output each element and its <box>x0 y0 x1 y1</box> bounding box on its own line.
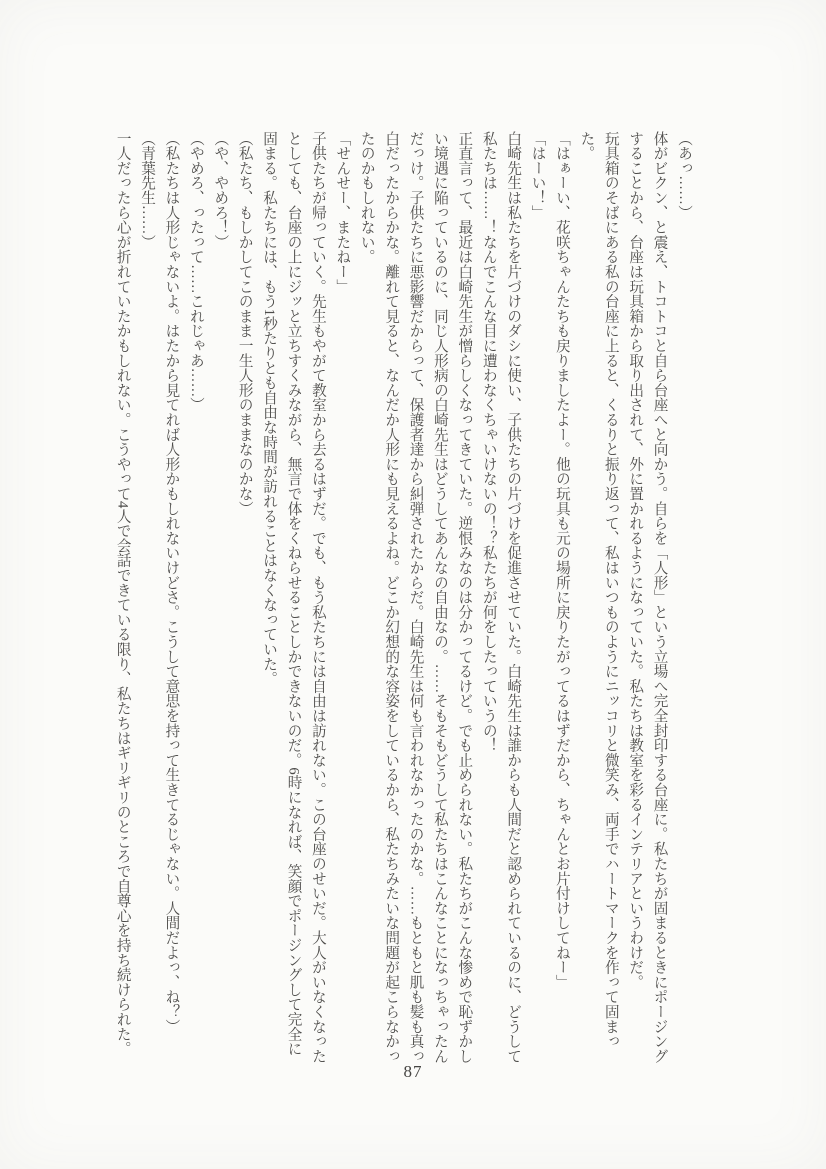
text-line: （やめろ、ったって……これじゃあ……） <box>187 131 204 413</box>
text-line: 体がビクン、と震え、トコトコと自ら台座へと向かう。自らを「人形」という立場へ完全封印する台座に。私たちが固まるときにポージング <box>651 131 668 1064</box>
text-line: い境遇に陥っているのに、同じ人形病の白崎先生はどうしてあんなの自由なの。……そもそもどうして私たちはこんなことになっちゃったん <box>431 131 448 1064</box>
text-line: （青葉先生……） <box>139 131 156 250</box>
text-line: 玩具箱のそばにある私の台座に上ると、くるりと振り返って、私はいつものようにニッコリと微笑み、両手でハートマークを作って固まった。 <box>578 131 619 1049</box>
text-line: 固まる。私たちには、もう1秒たりとも自由な時間が訪れることはなくなっていた。 <box>261 131 278 687</box>
text-line: 「はぁーい、花咲ちゃんたちも戻りましたよー。他の玩具も元の場所に戻りたがってるはずだから、ちゃんとお片付けしてねー」 <box>553 131 570 990</box>
text-line: 白だったからかな。離れて見ると、なんだか人形にも見えるよね。どこか幻想的な容姿をしているから、私たちみたいな問題が起こらなかっ <box>383 131 400 1064</box>
vertical-text-block <box>110 131 696 1073</box>
text-line: （私たち、もしかしてこのまま一生人形のままなのかな） <box>236 131 253 516</box>
text-line: だっけ。子供たちに悪影響だからって、保護者達から糾弾されたからだ。白崎先生は何も言われなかったのかな。……もともと肌も髪も真っ <box>407 131 424 1064</box>
text-line: 一人だったら心が折れていたかもしれない。こうやって4人で会話できている限り、私たちはギリギリのところで自尊心を持ち続けられた。 <box>114 131 131 1057</box>
text-line: たのかもしれない。 <box>358 131 375 265</box>
text-line: 白崎先生は私たちを片づけのダシに使い、子供たちの片づけを促進させていた。白崎先生は誰からも人間だと認められているのに、どうして <box>505 131 522 1064</box>
text-line: （や、やめろ！） <box>212 131 229 250</box>
text-line: 私たちは……！なんでこんな目に遭わなくちゃいけないの！？私たちが何をしたっていうの！ <box>480 131 497 753</box>
text-line: 正直言って、最近は白崎先生が憎らしくなってきていた。逆恨みなのは分かってるけど。でも止められない。私たちがこんな惨めで恥ずかし <box>456 131 473 1064</box>
text-line: としても、台座の上にジッと立ちすくみながら、無言で体をくねらせることしかできないのだ。6時になれば、笑顔でポージングして完全に <box>285 131 302 1057</box>
text-line: 「せんせー、またねー」 <box>334 131 351 294</box>
text-line: （あっ……） <box>676 131 692 220</box>
text-line: （私たちは人形じゃないよ。はたから見てれば人形かもしれないけどさ。こうして意思を持って生きてるじゃない。人間だよっ、ね？） <box>163 131 180 1034</box>
text-line: 「はーい！」 <box>529 131 546 220</box>
page-number: 87 <box>403 1062 423 1081</box>
text-line: することから、台座は玩具箱から取り出されて、外に置かれるようになっていた。私たちは教室を彩るインテリアというわけだ。 <box>627 131 644 990</box>
text-line: 子供たちが帰っていく。先生もやがて教室から去るはずだ。でも、もう私たちには自由は訪れない。この台座のせいだ。大人がいなくなった <box>309 131 326 1064</box>
